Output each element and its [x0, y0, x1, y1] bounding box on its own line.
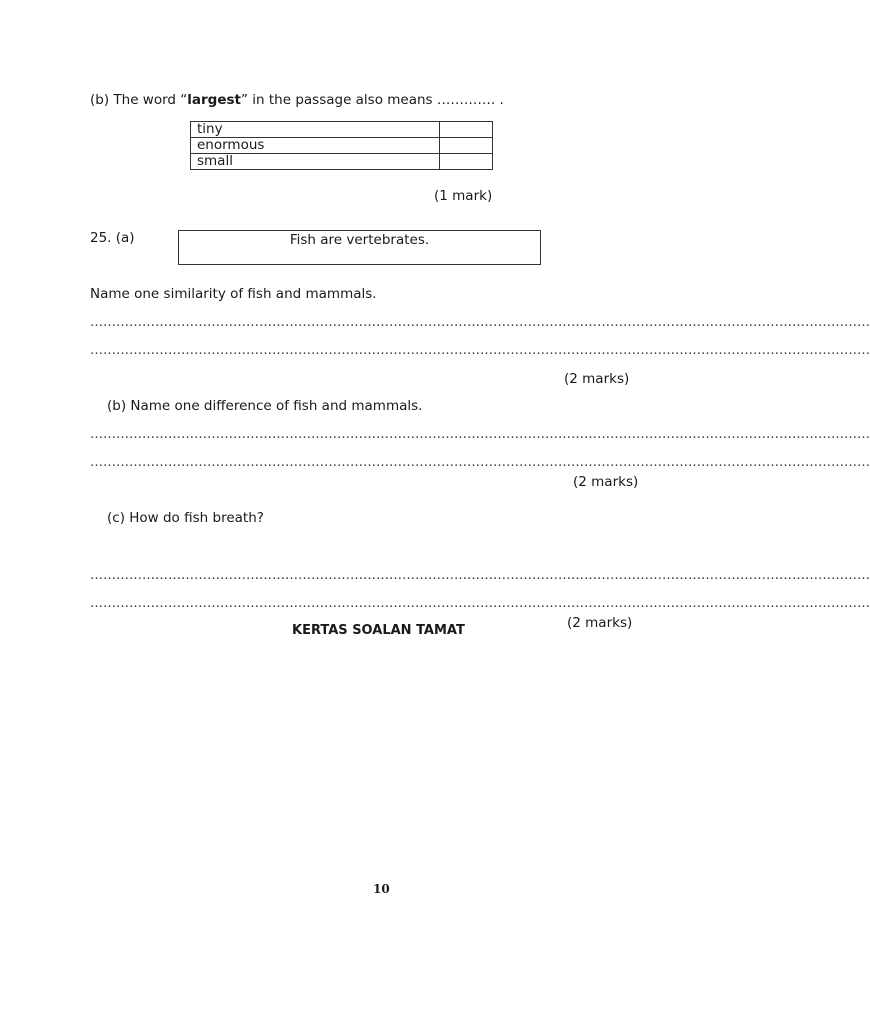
answer-line[interactable]: ………………………………………………………………………………………………………………………………………………………………	[90, 455, 870, 470]
option-label: small	[191, 154, 440, 170]
answer-line[interactable]: ………………………………………………………………………………………………………………………………………………………………	[90, 596, 870, 611]
end-of-paper-text: KERTAS SOALAN TAMAT	[292, 623, 465, 638]
question-25a-text: Name one similarity of fish and mammals.	[90, 286, 377, 302]
option-label: enormous	[191, 138, 440, 154]
option-tick-box[interactable]	[440, 122, 493, 138]
marks-24b: (1 mark)	[434, 188, 493, 204]
question-24b-suffix: ” in the passage also means …………. .	[240, 92, 504, 108]
option-label: tiny	[191, 122, 440, 138]
page-number: 10	[373, 882, 390, 896]
answer-options-table	[190, 121, 493, 170]
marks-25b: (2 marks)	[573, 474, 639, 490]
answer-line[interactable]: ………………………………………………………………………………………………………………………………………………………………	[90, 427, 870, 442]
question-25b-text: (b) Name one difference of fish and mammals.	[107, 398, 423, 414]
marks-25c: (2 marks)	[567, 615, 633, 631]
question-24b-keyword: largest	[187, 92, 241, 108]
option-tick-box[interactable]	[440, 138, 493, 154]
answer-line[interactable]: ………………………………………………………………………………………………………………………………………………………………	[90, 343, 870, 358]
question-25c-text: (c) How do fish breath?	[107, 510, 264, 526]
question-24b-text	[90, 92, 504, 108]
statement-text: Fish are vertebrates.	[289, 232, 430, 248]
option-tick-box[interactable]	[440, 154, 493, 170]
question-25-label: 25. (a)	[90, 230, 135, 246]
answer-line[interactable]: ………………………………………………………………………………………………………………………………………………………………	[90, 315, 870, 330]
question-24b-prefix: (b) The word “	[90, 92, 188, 108]
statement-box	[178, 230, 541, 265]
answer-line[interactable]: ………………………………………………………………………………………………………………………………………………………………	[90, 568, 870, 583]
option-row	[191, 122, 493, 138]
option-row	[191, 138, 493, 154]
option-row	[191, 154, 493, 170]
marks-25a: (2 marks)	[564, 371, 630, 387]
